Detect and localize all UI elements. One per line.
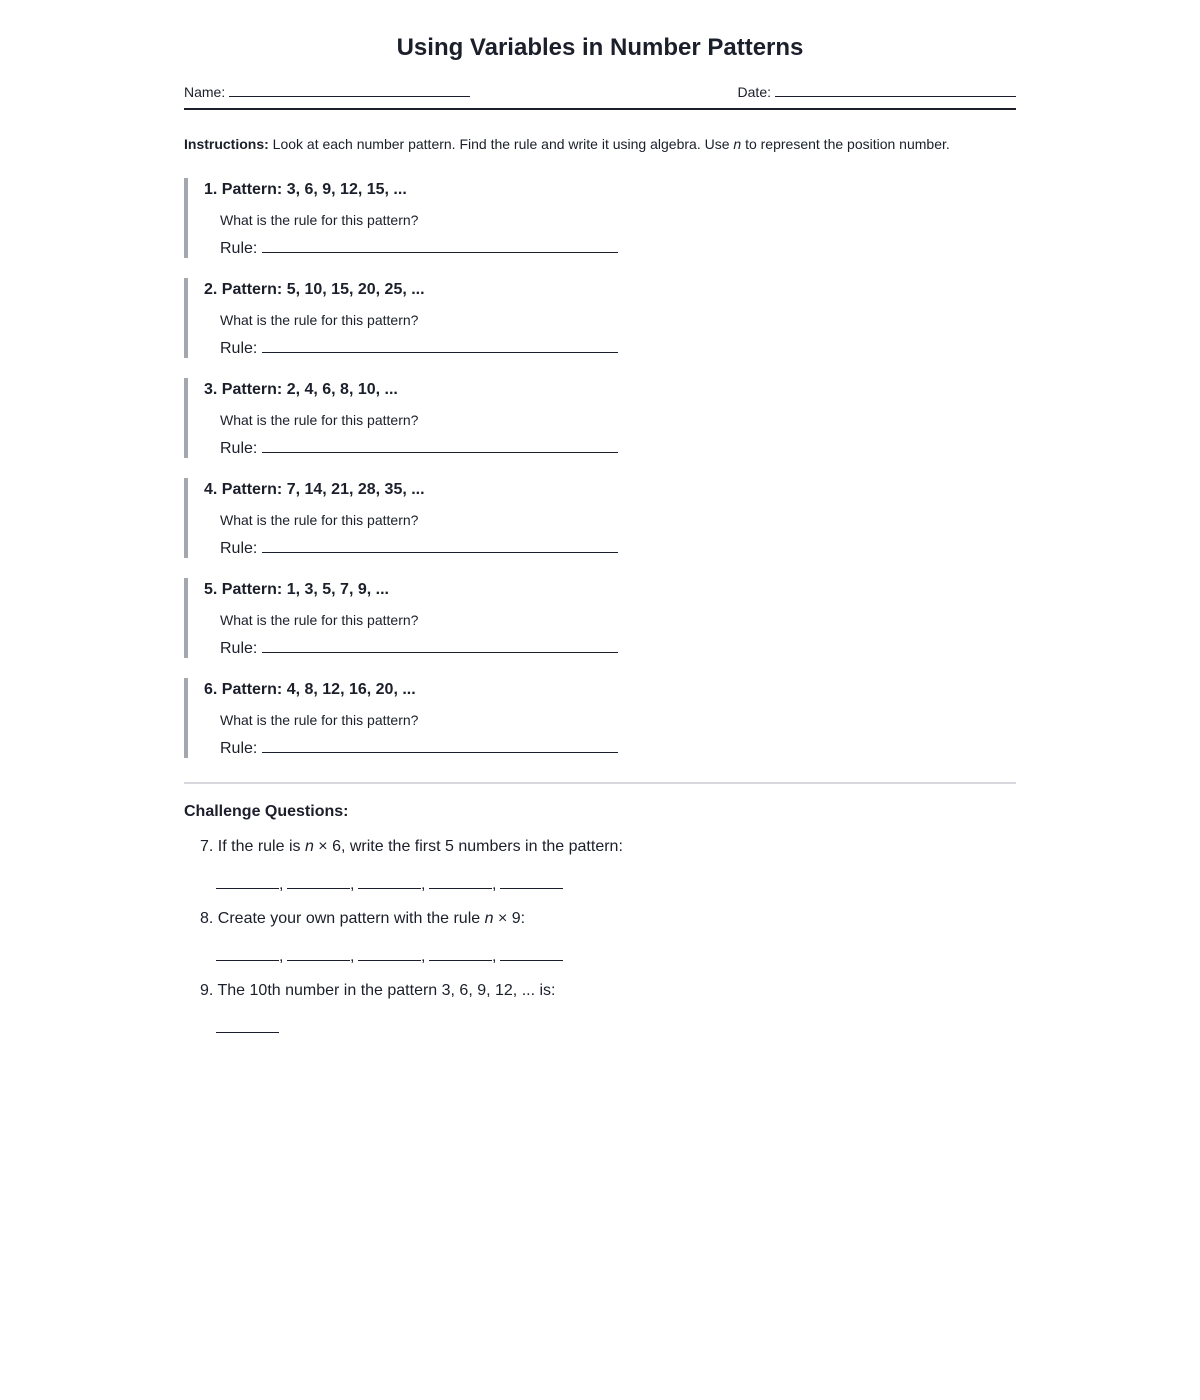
rule-label: Rule: [220, 340, 258, 357]
answer-blank[interactable] [216, 940, 279, 961]
challenge-question-8 [200, 908, 525, 930]
challenge-question-9: 9. The 10th number in the pattern 3, 6, 9, 12, ... is: [200, 982, 556, 999]
separator: , [350, 876, 355, 893]
separator: , [421, 948, 426, 965]
answer-blank[interactable] [287, 940, 350, 961]
question-text-after: × 9: [493, 910, 526, 927]
rule-answer-blank[interactable] [262, 334, 618, 353]
answer-blank[interactable] [500, 868, 563, 889]
answer-blank[interactable] [500, 940, 563, 961]
question-text-after: × 6, write the first 5 numbers in the pattern: [313, 838, 623, 855]
header-divider [184, 108, 1016, 110]
instructions-text-before: Look at each number pattern. Find the rule and write it using algebra. Use [268, 136, 734, 152]
answer-blank[interactable] [358, 940, 421, 961]
instructions-label: Instructions: [184, 136, 269, 152]
answer-blanks-8 [216, 940, 563, 968]
problem-prompt: What is the rule for this pattern? [220, 612, 419, 628]
problem-4 [184, 478, 1016, 558]
question-variable: n [304, 838, 314, 855]
separator: , [279, 948, 284, 965]
problem-title: 6. Pattern: 4, 8, 12, 16, 20, ... [204, 681, 416, 698]
problem-prompt: What is the rule for this pattern? [220, 512, 419, 528]
answer-blanks-9 [216, 1012, 279, 1040]
problem-title: 3. Pattern: 2, 4, 6, 8, 10, ... [204, 381, 398, 398]
separator: , [492, 948, 497, 965]
instructions [184, 134, 1016, 154]
separator: , [350, 948, 355, 965]
problem-title: 2. Pattern: 5, 10, 15, 20, 25, ... [204, 281, 425, 298]
question-text-before: 8. Create your own pattern with the rule [200, 910, 485, 927]
section-divider [184, 782, 1016, 784]
answer-blank[interactable] [429, 868, 492, 889]
rule-label: Rule: [220, 540, 258, 557]
problem-title: 1. Pattern: 3, 6, 9, 12, 15, ... [204, 181, 407, 198]
rule-answer-blank[interactable] [262, 234, 618, 253]
page-title: Using Variables in Number Patterns [396, 34, 804, 61]
separator: , [421, 876, 426, 893]
rule-line [220, 734, 618, 760]
problem-list [184, 178, 1016, 778]
problem-5 [184, 578, 1016, 658]
rule-label: Rule: [220, 640, 258, 657]
answer-blank[interactable] [429, 940, 492, 961]
rule-answer-blank[interactable] [262, 734, 618, 753]
problem-title: 4. Pattern: 7, 14, 21, 28, 35, ... [204, 481, 425, 498]
answer-blanks-7 [216, 868, 563, 896]
rule-line [220, 534, 618, 560]
separator: , [492, 876, 497, 893]
rule-line [220, 334, 618, 360]
rule-line [220, 234, 618, 260]
instructions-variable: n [733, 136, 742, 152]
problem-2 [184, 278, 1016, 358]
date-field [738, 80, 1016, 102]
rule-answer-blank[interactable] [262, 434, 618, 453]
challenge-question-7 [200, 836, 623, 858]
problem-prompt: What is the rule for this pattern? [220, 412, 419, 428]
instructions-text-after: to represent the position number. [741, 136, 950, 152]
rule-line [220, 634, 618, 660]
answer-blank[interactable] [358, 868, 421, 889]
problem-prompt: What is the rule for this pattern? [220, 712, 419, 728]
problem-1 [184, 178, 1016, 258]
problem-3 [184, 378, 1016, 458]
name-label: Name: [184, 84, 226, 100]
problem-prompt: What is the rule for this pattern? [220, 312, 419, 328]
date-blank[interactable] [775, 80, 1016, 97]
rule-answer-blank[interactable] [262, 534, 618, 553]
name-blank[interactable] [229, 80, 470, 97]
rule-label: Rule: [220, 440, 258, 457]
rule-line [220, 434, 618, 460]
challenge-title: Challenge Questions: [184, 803, 349, 820]
separator: , [279, 876, 284, 893]
problem-prompt: What is the rule for this pattern? [220, 212, 419, 228]
rule-label: Rule: [220, 740, 258, 757]
date-label: Date: [737, 84, 771, 100]
question-text-before: 7. If the rule is [200, 838, 305, 855]
problem-6 [184, 678, 1016, 758]
question-variable: n [484, 910, 494, 927]
name-field [184, 80, 470, 102]
rule-answer-blank[interactable] [262, 634, 618, 653]
answer-blank[interactable] [287, 868, 350, 889]
answer-blank[interactable] [216, 868, 279, 889]
problem-title: 5. Pattern: 1, 3, 5, 7, 9, ... [204, 581, 389, 598]
answer-blank[interactable] [216, 1012, 279, 1033]
rule-label: Rule: [220, 240, 258, 257]
